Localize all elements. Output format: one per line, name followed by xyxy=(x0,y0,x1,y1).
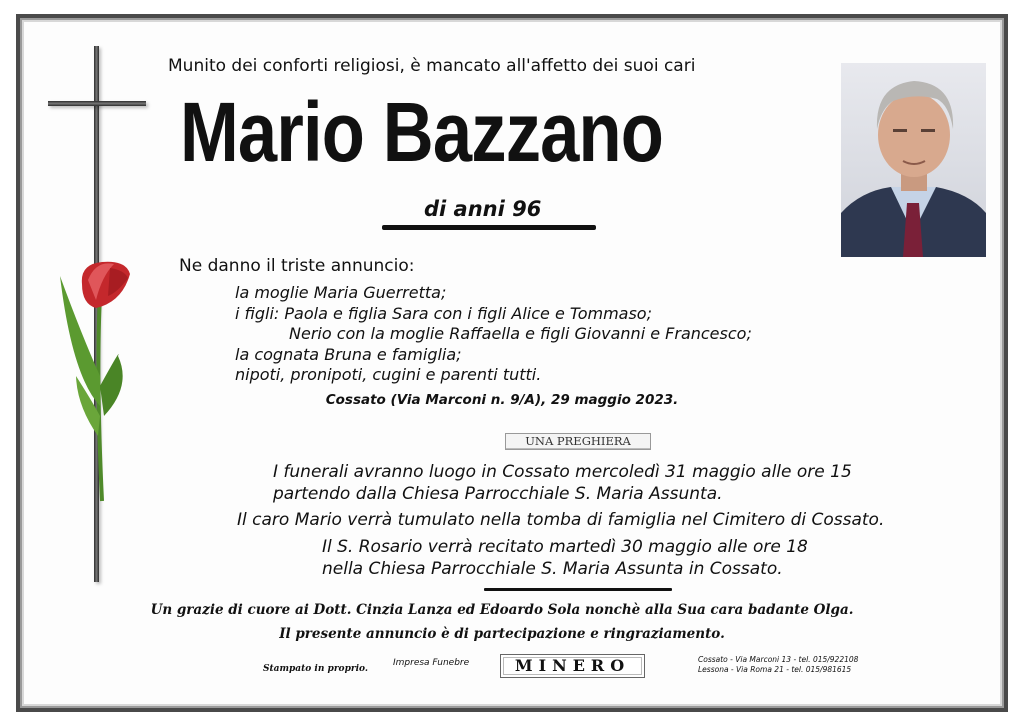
printed-note: Stampato in proprio. xyxy=(263,664,368,674)
deceased-name: Mario Bazzano xyxy=(180,85,664,179)
funeral-home-label: Impresa Funebre xyxy=(393,658,470,668)
rosary-info xyxy=(322,536,808,580)
list-item: la cognata Bruna e famiglia; xyxy=(235,344,462,364)
relatives-list xyxy=(235,283,752,386)
place-date: Cossato (Via Marconi n. 9/A), 29 maggio 2023. xyxy=(325,392,679,408)
funeral-home-logo: MINERO xyxy=(500,654,645,678)
list-item: i figli: Paola e figlia Sara con i figli Alice e Tommaso; xyxy=(235,303,652,323)
funeral-home-address xyxy=(698,655,858,674)
separator-line xyxy=(484,588,672,591)
intro-text: Munito dei conforti religiosi, è mancato all'affetto dei suoi cari xyxy=(168,56,696,76)
age-text: di anni 96 xyxy=(424,197,542,221)
thanks-line: Il presente annuncio è di partecipazione e ringraziamento. xyxy=(279,626,725,642)
list-item: la moglie Maria Guerretta; xyxy=(235,283,447,302)
funeral-line: I funerali avranno luogo in Cossato mercoledì 31 maggio alle ore 15 xyxy=(273,462,852,482)
announcement-title: Ne danno il triste annuncio: xyxy=(179,256,415,276)
age-underline xyxy=(382,225,596,230)
address-line: Lessona - Via Roma 21 - tel. 015/981615 xyxy=(698,664,852,674)
thanks-line: Un grazie di cuore ai Dott. Cinzia Lanza ed Edoardo Sola nonchè alla Sua cara badante Olga. xyxy=(150,602,854,618)
list-item: nipoti, pronipoti, cugini e parenti tutti. xyxy=(235,365,542,384)
tulip-icon xyxy=(52,256,132,506)
funeral-line: partendo dalla Chiesa Parrocchiale S. Maria Assunta. xyxy=(273,484,723,504)
rosary-line: nella Chiesa Parrocchiale S. Maria Assunta in Cossato. xyxy=(322,559,783,579)
thanks-block xyxy=(0,598,1004,646)
address-line: Cossato - Via Marconi 13 - tel. 015/922108 xyxy=(698,655,859,664)
portrait-photo xyxy=(841,63,986,257)
burial-line: Il caro Mario verrà tumulato nella tomba di famiglia nel Cimitero di Cossato. xyxy=(237,510,885,530)
funeral-info xyxy=(273,461,852,505)
list-item: Nerio con la moglie Raffaella e figli Giovanni e Francesco; xyxy=(289,324,752,343)
prayer-label: UNA PREGHIERA xyxy=(505,433,651,450)
rosary-line: Il S. Rosario verrà recitato martedì 30 maggio alle ore 18 xyxy=(322,537,808,557)
